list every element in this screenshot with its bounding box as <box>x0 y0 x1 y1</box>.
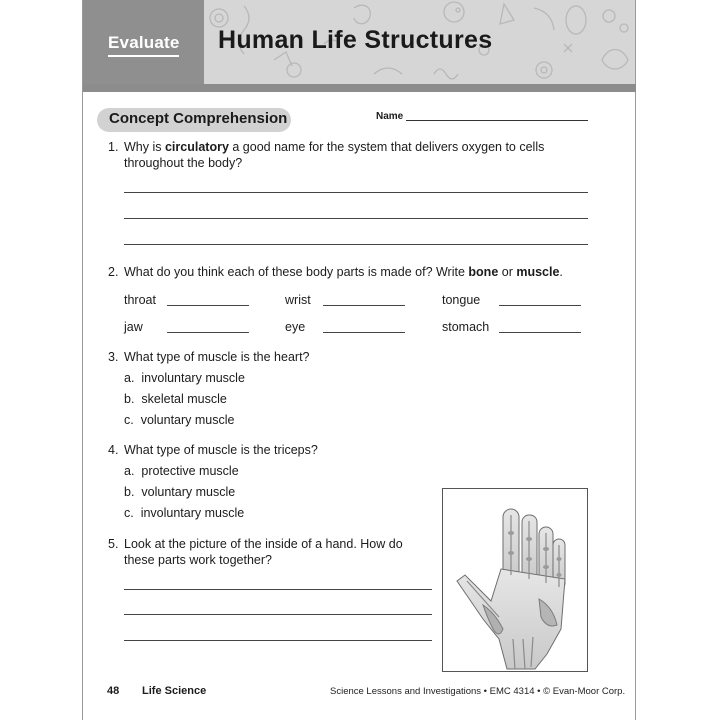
q4-option-b[interactable] <box>124 485 235 499</box>
q4-text: What type of muscle is the triceps? <box>124 443 318 457</box>
footer-subject: Life Science <box>142 685 207 697</box>
q2-part-eye: eye <box>285 320 306 334</box>
q2-text-mid: or <box>498 265 517 279</box>
q1-answer-line[interactable] <box>124 192 588 193</box>
q2-part-jaw: jaw <box>124 320 143 334</box>
name-field[interactable] <box>406 120 588 121</box>
q2-text <box>124 264 563 280</box>
q3-text: What type of muscle is the heart? <box>124 350 310 364</box>
evaluate-tab <box>83 0 204 84</box>
option-text: protective muscle <box>141 464 239 478</box>
q2-answer-stomach[interactable] <box>499 332 581 333</box>
page-number: 48 <box>107 685 120 697</box>
option-text: skeletal muscle <box>141 392 227 406</box>
option-letter: b. <box>124 485 135 499</box>
header-rule <box>83 84 636 92</box>
q1-answer-line[interactable] <box>124 218 588 219</box>
name-label: Name <box>376 111 404 122</box>
option-text: voluntary muscle <box>140 413 235 427</box>
q2-text-pre: What do you think each of these body parts is made of? Write <box>124 265 469 279</box>
option-letter: a. <box>124 371 135 385</box>
option-text: involuntary muscle <box>141 371 245 385</box>
q1-text-pre: Why is <box>124 140 165 154</box>
q1-text-line2: throughout the body? <box>124 156 243 170</box>
q5-answer-line[interactable] <box>124 589 432 590</box>
option-letter: b. <box>124 392 135 406</box>
q2-answer-eye[interactable] <box>323 332 405 333</box>
q3-option-a[interactable] <box>124 371 245 385</box>
q1-number: 1. <box>108 140 119 154</box>
q2-part-throat: throat <box>124 293 156 307</box>
q1-text-post: a good name for the system that delivers oxygen to cells <box>228 140 545 154</box>
q2-answer-wrist[interactable] <box>323 305 405 306</box>
q4-option-c[interactable] <box>124 506 244 520</box>
q2-part-wrist: wrist <box>285 293 311 307</box>
page-title: Human Life Structures <box>218 26 493 54</box>
option-text: involuntary muscle <box>140 506 245 520</box>
hand-anatomy-illustration <box>443 489 587 671</box>
section-tag: Evaluate <box>108 33 180 52</box>
q5-number: 5. <box>108 537 119 551</box>
q2-text-end: . <box>559 265 563 279</box>
footer-credit: Science Lessons and Investigations • EMC 4314 • © Evan-Moor Corp. <box>330 686 626 697</box>
section-label: Concept Comprehension <box>109 110 288 127</box>
q1-text <box>124 139 544 155</box>
q2-keyword-bone: bone <box>468 265 499 279</box>
section-tag-underline <box>108 55 179 57</box>
q2-answer-jaw[interactable] <box>167 332 249 333</box>
q1-answer-line[interactable] <box>124 244 588 245</box>
q2-number: 2. <box>108 265 119 279</box>
q1-keyword: circulatory <box>164 140 229 154</box>
q5-text-line1: Look at the picture of the inside of a hand. How do <box>124 537 403 551</box>
q3-number: 3. <box>108 350 119 364</box>
q4-number: 4. <box>108 443 119 457</box>
q5-text-line2: these parts work together? <box>124 553 272 567</box>
q3-option-c[interactable] <box>124 413 234 427</box>
q4-option-a[interactable] <box>124 464 239 478</box>
q2-answer-throat[interactable] <box>167 305 249 306</box>
hand-illustration-frame <box>442 488 588 672</box>
q2-keyword-muscle: muscle <box>516 265 560 279</box>
q2-part-stomach: stomach <box>442 320 490 334</box>
section-label-pill <box>97 108 291 132</box>
q5-answer-line[interactable] <box>124 640 432 641</box>
q5-answer-line[interactable] <box>124 614 432 615</box>
q2-answer-tongue[interactable] <box>499 305 581 306</box>
option-letter: c. <box>124 413 134 427</box>
option-letter: c. <box>124 506 134 520</box>
option-letter: a. <box>124 464 135 478</box>
title-banner <box>204 0 635 84</box>
q2-part-tongue: tongue <box>442 293 481 307</box>
option-text: voluntary muscle <box>141 485 236 499</box>
q3-option-b[interactable] <box>124 392 227 406</box>
